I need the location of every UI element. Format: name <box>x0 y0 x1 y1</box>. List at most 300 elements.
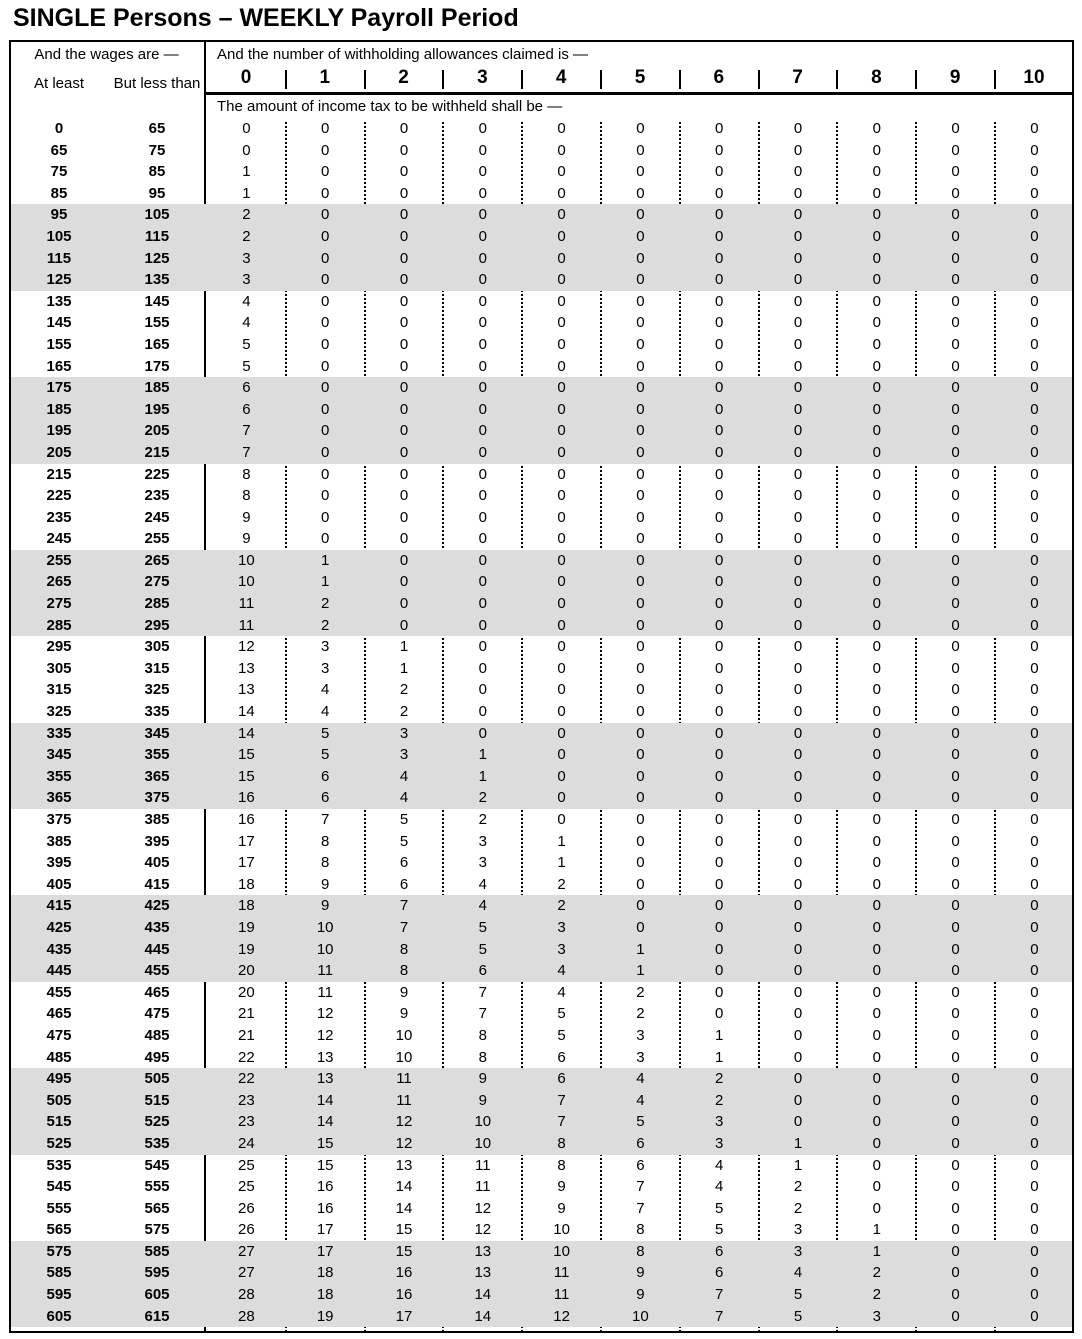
tax-amount-cell: 5 <box>478 940 487 958</box>
wage-at-least: 125 <box>46 271 72 289</box>
tax-amount-cell: 8 <box>557 1134 566 1152</box>
wage-at-least: 385 <box>46 832 72 850</box>
tax-amount-cell: 4 <box>478 897 487 915</box>
tax-amount-cell: 12 <box>238 638 255 656</box>
tax-amount-cell: 6 <box>715 1264 724 1282</box>
tax-amount-cell: 5 <box>793 1286 803 1304</box>
tax-amount-cell: 0 <box>478 292 487 310</box>
wage-at-least: 275 <box>46 595 72 613</box>
tax-amount-cell: 0 <box>636 638 645 656</box>
tax-amount-cell: 0 <box>242 141 251 159</box>
tax-amount-cell: 0 <box>715 681 724 699</box>
tax-amount-cell: 11 <box>475 1178 491 1196</box>
tax-amount-cell: 5 <box>478 918 487 936</box>
tax-amount-cell: 0 <box>951 206 960 224</box>
tax-amount-cell: 0 <box>636 227 645 245</box>
tax-amount-cell: 5 <box>715 1199 724 1217</box>
tax-amount-cell: 0 <box>872 746 881 764</box>
tax-amount-cell: 4 <box>242 314 251 332</box>
tax-amount-cell: 0 <box>951 595 960 613</box>
wage-at-least: 0 <box>54 120 64 137</box>
tax-amount-cell: 0 <box>636 595 645 613</box>
tax-amount-cell: 0 <box>1030 789 1039 807</box>
tax-amount-cell: 0 <box>793 422 803 440</box>
tax-amount-cell: 0 <box>951 1178 960 1196</box>
tax-amount-cell: 0 <box>636 918 645 936</box>
tax-amount-cell: 0 <box>872 1070 881 1088</box>
tax-amount-cell: 0 <box>715 573 724 591</box>
tax-amount-cell: 0 <box>399 508 409 526</box>
tax-amount-cell: 0 <box>715 530 724 548</box>
tax-amount-cell: 0 <box>715 832 724 850</box>
tax-amount-cell: 1 <box>636 940 645 958</box>
tax-amount-cell: 5 <box>793 1307 803 1325</box>
wage-but-less-than: 245 <box>144 508 170 526</box>
tax-amount-cell: 0 <box>1030 1178 1039 1196</box>
table-row <box>11 507 1072 529</box>
tax-amount-cell: 0 <box>715 120 724 137</box>
table-row <box>11 183 1072 205</box>
wage-but-less-than: 455 <box>144 962 170 980</box>
tax-amount-cell: 2 <box>399 681 409 699</box>
tax-amount-cell: 4 <box>636 1070 645 1088</box>
tax-amount-cell: 6 <box>636 1156 645 1174</box>
tax-amount-cell: 1 <box>557 854 566 872</box>
tax-amount-cell: 0 <box>715 141 724 159</box>
tax-amount-cell: 0 <box>715 227 724 245</box>
tax-amount-cell: 0 <box>951 163 960 181</box>
tax-amount-cell: 0 <box>1030 400 1039 418</box>
tax-amount-cell: 0 <box>321 163 330 181</box>
tax-amount-cell: 0 <box>951 767 960 785</box>
tax-amount-cell: 0 <box>478 638 487 656</box>
tax-amount-cell: 0 <box>793 1048 803 1066</box>
tax-amount-cell: 0 <box>1030 746 1039 764</box>
tax-amount-cell: 9 <box>321 897 330 915</box>
column-separator <box>285 70 287 89</box>
tax-amount-cell: 0 <box>399 314 409 332</box>
tax-amount-cell: 0 <box>951 962 960 980</box>
tax-amount-cell: 0 <box>951 659 960 677</box>
tax-amount-cell: 14 <box>238 724 255 742</box>
tax-amount-cell: 0 <box>715 163 724 181</box>
tax-amount-cell: 0 <box>478 508 487 526</box>
wage-but-less-than: 605 <box>144 1286 170 1304</box>
tax-amount-cell: 6 <box>636 1134 645 1152</box>
table-row <box>11 356 1072 378</box>
table-row <box>11 1241 1072 1263</box>
tax-amount-cell: 10 <box>395 1026 413 1044</box>
tax-amount-cell: 1 <box>242 163 251 181</box>
tax-amount-cell: 6 <box>242 400 251 418</box>
tax-amount-cell: 0 <box>872 357 881 375</box>
tax-amount-cell: 0 <box>399 206 409 224</box>
table-row <box>11 874 1072 896</box>
tax-amount-cell: 0 <box>793 767 803 785</box>
tax-amount-cell: 0 <box>636 443 645 461</box>
tax-amount-cell: 0 <box>1030 1156 1039 1174</box>
tax-amount-cell: 8 <box>478 1026 487 1044</box>
table-row <box>11 960 1072 982</box>
tax-amount-cell: 0 <box>715 379 724 397</box>
tax-amount-cell: 18 <box>238 897 255 915</box>
tax-amount-cell: 0 <box>557 271 566 289</box>
wage-at-least: 115 <box>46 249 72 267</box>
tax-amount-cell: 1 <box>715 1026 724 1044</box>
tax-amount-cell: 0 <box>951 616 960 634</box>
tax-amount-cell: 0 <box>951 746 960 764</box>
tax-amount-cell: 27 <box>238 1264 255 1282</box>
column-separator <box>758 70 760 89</box>
tax-amount-cell: 0 <box>951 530 960 548</box>
tax-amount-cell: 0 <box>793 271 803 289</box>
tax-amount-cell: 0 <box>872 659 881 677</box>
table-row <box>11 895 1072 917</box>
tax-amount-cell: 0 <box>872 940 881 958</box>
tax-amount-cell: 0 <box>1030 767 1039 785</box>
tax-amount-cell: 0 <box>321 400 330 418</box>
tax-amount-cell: 1 <box>557 832 566 850</box>
tax-amount-cell: 0 <box>478 400 487 418</box>
tax-amount-cell: 7 <box>557 1113 566 1131</box>
wage-at-least: 555 <box>46 1199 72 1217</box>
tax-amount-cell: 0 <box>478 335 487 353</box>
tax-amount-cell: 3 <box>715 1113 724 1131</box>
table-row <box>11 982 1072 1004</box>
tax-amount-cell: 9 <box>321 875 330 893</box>
tax-amount-cell: 0 <box>399 357 409 375</box>
tax-amount-cell: 2 <box>321 595 330 613</box>
tax-amount-cell: 7 <box>636 1178 645 1196</box>
tax-amount-cell: 0 <box>557 573 566 591</box>
wage-at-least: 195 <box>46 422 72 440</box>
tax-amount-cell: 0 <box>793 595 803 613</box>
tax-amount-cell: 0 <box>478 616 487 634</box>
tax-amount-cell: 6 <box>399 854 409 872</box>
tax-amount-cell: 0 <box>1030 227 1039 245</box>
tax-amount-cell: 7 <box>399 897 409 915</box>
tax-amount-cell: 0 <box>1030 703 1039 721</box>
table-row <box>11 399 1072 421</box>
tax-amount-cell: 0 <box>557 811 566 828</box>
table-row <box>11 571 1072 593</box>
tax-amount-cell: 0 <box>793 1005 803 1023</box>
tax-amount-cell: 0 <box>478 271 487 289</box>
tax-amount-cell: 0 <box>478 551 487 569</box>
tax-amount-cell: 14 <box>474 1307 492 1325</box>
wage-at-least: 595 <box>46 1286 72 1304</box>
wage-at-least: 365 <box>46 789 72 807</box>
wage-at-least: 295 <box>46 638 72 656</box>
tax-amount-cell: 2 <box>242 206 251 224</box>
tax-amount-cell: 0 <box>872 1134 881 1152</box>
tax-amount-cell: 0 <box>1030 832 1039 850</box>
tax-amount-cell: 0 <box>557 422 566 440</box>
tax-amount-cell: 5 <box>557 1026 566 1044</box>
tax-amount-cell: 0 <box>557 227 566 245</box>
tax-amount-cell: 0 <box>793 638 803 656</box>
tax-amount-cell: 0 <box>636 875 645 893</box>
tax-amount-cell: 0 <box>793 400 803 418</box>
tax-amount-cell: 0 <box>1030 918 1039 936</box>
tax-amount-cell: 25 <box>238 1178 255 1196</box>
wage-at-least: 485 <box>46 1048 72 1066</box>
allowance-column-6: 6 <box>713 67 725 88</box>
tax-amount-cell: 10 <box>316 918 334 936</box>
tax-amount-cell: 0 <box>636 335 645 353</box>
tax-amount-cell: 0 <box>636 400 645 418</box>
column-separator <box>994 70 996 89</box>
tax-amount-cell: 0 <box>951 918 960 936</box>
tax-amount-cell: 0 <box>557 163 566 181</box>
wage-but-less-than: 345 <box>144 724 170 742</box>
wage-at-least: 95 <box>50 206 68 224</box>
tax-amount-cell: 3 <box>321 638 330 656</box>
tax-amount-cell: 0 <box>715 443 724 461</box>
tax-amount-cell: 0 <box>557 724 566 742</box>
tax-amount-cell: 0 <box>715 616 724 634</box>
tax-amount-cell: 9 <box>557 1199 566 1217</box>
tax-amount-cell: 16 <box>316 1178 334 1196</box>
tax-amount-cell: 26 <box>238 1221 255 1239</box>
tax-amount-cell: 0 <box>399 271 409 289</box>
tax-amount-cell: 0 <box>951 120 960 137</box>
wage-but-less-than: 145 <box>144 292 170 310</box>
tax-amount-cell: 0 <box>399 249 409 267</box>
tax-amount-cell: 0 <box>557 292 566 310</box>
tax-amount-cell: 2 <box>478 811 487 828</box>
tax-amount-cell: 0 <box>321 508 330 526</box>
tax-amount-cell: 6 <box>399 875 409 893</box>
tax-amount-cell: 4 <box>557 983 566 1001</box>
tax-amount-cell: 27 <box>238 1242 255 1260</box>
tax-amount-cell: 0 <box>321 422 330 440</box>
tax-amount-cell: 0 <box>478 422 487 440</box>
tax-amount-cell: 0 <box>1030 1286 1039 1304</box>
tax-amount-cell: 2 <box>636 1005 645 1023</box>
tax-amount-cell: 0 <box>478 530 487 548</box>
tax-amount-cell: 2 <box>872 1286 881 1304</box>
tax-amount-cell: 0 <box>636 854 645 872</box>
tax-amount-cell: 0 <box>715 703 724 721</box>
tax-amount-cell: 0 <box>1030 120 1039 137</box>
tax-amount-cell: 0 <box>951 875 960 893</box>
tax-amount-cell: 4 <box>242 292 251 310</box>
tax-amount-cell: 14 <box>316 1091 334 1109</box>
tax-amount-cell: 3 <box>872 1307 881 1325</box>
tax-amount-cell: 0 <box>951 422 960 440</box>
tax-amount-cell: 0 <box>715 357 724 375</box>
wage-at-least: 165 <box>46 357 72 375</box>
tax-amount-cell: 0 <box>636 573 645 591</box>
tax-amount-cell: 16 <box>238 811 255 828</box>
tax-amount-cell: 18 <box>316 1286 334 1304</box>
tax-amount-cell: 5 <box>399 832 409 850</box>
tax-amount-cell: 8 <box>321 854 330 872</box>
wage-at-least: 185 <box>46 400 72 418</box>
allowance-column-2: 2 <box>398 67 409 88</box>
tax-amount-cell: 3 <box>636 1048 645 1066</box>
tax-amount-cell: 1 <box>399 638 409 656</box>
tax-amount-cell: 0 <box>872 120 881 137</box>
tax-amount-cell: 0 <box>872 918 881 936</box>
tax-amount-cell: 0 <box>793 508 803 526</box>
tax-amount-cell: 0 <box>793 335 803 353</box>
tax-amount-cell: 0 <box>1030 379 1039 397</box>
tax-amount-cell: 0 <box>242 120 251 137</box>
wage-at-least: 325 <box>46 703 72 721</box>
tax-amount-cell: 4 <box>636 1091 645 1109</box>
tax-amount-cell: 0 <box>872 227 881 245</box>
tax-amount-cell: 0 <box>715 767 724 785</box>
tax-amount-cell: 12 <box>395 1134 413 1152</box>
tax-amount-cell: 9 <box>478 1070 487 1088</box>
tax-amount-cell: 0 <box>793 681 803 699</box>
tax-amount-cell: 0 <box>321 206 330 224</box>
tax-amount-cell: 13 <box>395 1156 413 1174</box>
tax-amount-cell: 0 <box>951 724 960 742</box>
tax-amount-cell: 0 <box>872 724 881 742</box>
tax-amount-cell: 6 <box>557 1048 566 1066</box>
wage-at-least: 155 <box>46 335 72 353</box>
tax-amount-cell: 0 <box>478 227 487 245</box>
tax-amount-cell: 0 <box>951 551 960 569</box>
wage-but-less-than: 215 <box>144 443 170 461</box>
tax-amount-cell: 0 <box>715 811 724 828</box>
tax-amount-cell: 5 <box>636 1113 645 1131</box>
tax-amount-cell: 0 <box>715 335 724 353</box>
tax-amount-cell: 1 <box>242 184 251 202</box>
wage-but-less-than: 175 <box>144 357 170 375</box>
table-row <box>11 1133 1072 1155</box>
tax-amount-cell: 20 <box>238 962 255 980</box>
withholding-table <box>9 40 1073 1333</box>
tax-amount-cell: 15 <box>395 1221 413 1239</box>
tax-amount-cell: 0 <box>951 335 960 353</box>
tax-amount-cell: 0 <box>793 120 803 137</box>
allowance-column-3: 3 <box>477 67 488 88</box>
tax-amount-cell: 0 <box>557 335 566 353</box>
tax-amount-cell: 2 <box>478 789 487 807</box>
table-row <box>11 312 1072 334</box>
tax-amount-cell: 0 <box>636 767 645 785</box>
tax-amount-cell: 0 <box>399 573 409 591</box>
allowance-column-0: 0 <box>240 67 252 88</box>
tax-amount-cell: 0 <box>872 767 881 785</box>
tax-amount-cell: 3 <box>557 940 566 958</box>
tax-amount-cell: 3 <box>478 832 487 850</box>
wage-at-least: 505 <box>46 1091 72 1109</box>
allowance-column-8: 8 <box>871 67 882 88</box>
tax-amount-cell: 0 <box>1030 1026 1039 1044</box>
tax-amount-cell: 0 <box>793 832 803 850</box>
tax-amount-cell: 9 <box>242 530 251 548</box>
wage-at-least: 585 <box>46 1264 72 1282</box>
wage-but-less-than: 75 <box>148 141 166 159</box>
tax-amount-cell: 0 <box>872 141 881 159</box>
wage-at-least: 455 <box>46 983 72 1001</box>
tax-amount-cell: 0 <box>793 659 803 677</box>
tax-amount-cell: 0 <box>478 206 487 224</box>
table-row <box>11 140 1072 162</box>
tax-amount-cell: 0 <box>636 897 645 915</box>
wage-at-least: 475 <box>46 1026 72 1044</box>
tax-amount-cell: 0 <box>793 897 803 915</box>
tax-amount-cell: 0 <box>321 249 330 267</box>
tax-amount-cell: 0 <box>478 184 487 202</box>
tax-amount-cell: 0 <box>872 1048 881 1066</box>
tax-amount-cell: 9 <box>636 1264 645 1282</box>
tax-amount-cell: 12 <box>395 1113 413 1131</box>
tax-amount-cell: 0 <box>951 789 960 807</box>
tax-amount-cell: 0 <box>715 962 724 980</box>
tax-amount-cell: 0 <box>557 616 566 634</box>
tax-amount-cell: 0 <box>951 314 960 332</box>
tax-amount-cell: 0 <box>715 292 724 310</box>
tax-amount-cell: 8 <box>399 940 409 958</box>
tax-amount-cell: 0 <box>872 379 881 397</box>
tax-amount-cell: 0 <box>399 530 409 548</box>
tax-amount-cell: 0 <box>557 465 566 483</box>
tax-amount-cell: 3 <box>321 659 330 677</box>
wage-at-least: 85 <box>50 184 68 202</box>
tax-amount-cell: 0 <box>321 465 330 483</box>
allowance-column-4: 4 <box>555 67 567 88</box>
tax-amount-cell: 0 <box>636 530 645 548</box>
tax-amount-cell: 2 <box>557 897 566 915</box>
table-row <box>11 118 1072 140</box>
wage-but-less-than: 315 <box>144 659 170 677</box>
wage-at-least: 515 <box>46 1113 72 1131</box>
tax-amount-cell: 0 <box>636 703 645 721</box>
tax-amount-cell: 0 <box>557 638 566 656</box>
tax-amount-cell: 0 <box>793 487 803 505</box>
wage-but-less-than: 495 <box>144 1048 170 1066</box>
table-row <box>11 1262 1072 1284</box>
table-row <box>11 204 1072 226</box>
tax-amount-cell: 0 <box>793 1026 803 1044</box>
allowances-header: And the number of withholding allowances claimed is — <box>217 46 589 63</box>
tax-amount-cell: 10 <box>474 1113 492 1131</box>
tax-amount-cell: 0 <box>793 962 803 980</box>
tax-amount-cell: 0 <box>872 962 881 980</box>
tax-amount-cell: 19 <box>238 940 255 958</box>
tax-amount-cell: 0 <box>951 832 960 850</box>
tax-amount-cell: 0 <box>715 551 724 569</box>
wage-but-less-than: 155 <box>144 314 170 332</box>
wage-at-least: 285 <box>46 616 72 634</box>
tax-amount-cell: 0 <box>715 595 724 613</box>
tax-amount-cell: 6 <box>321 789 330 807</box>
tax-amount-cell: 7 <box>478 983 487 1001</box>
tax-amount-cell: 10 <box>553 1242 570 1260</box>
tax-amount-cell: 0 <box>715 659 724 677</box>
tax-amount-cell: 5 <box>715 1221 724 1239</box>
wage-but-less-than: 205 <box>144 422 170 440</box>
column-separator <box>442 70 444 89</box>
tax-amount-cell: 13 <box>316 1048 334 1066</box>
wage-at-least: 225 <box>46 487 72 505</box>
tax-amount-cell: 0 <box>636 249 645 267</box>
tax-amount-cell: 0 <box>321 292 330 310</box>
tax-amount-cell: 0 <box>399 163 409 181</box>
tax-amount-cell: 0 <box>793 292 803 310</box>
table-row <box>11 766 1072 788</box>
tax-amount-cell: 3 <box>399 746 409 764</box>
tax-amount-cell: 0 <box>793 530 803 548</box>
tax-amount-cell: 15 <box>238 767 255 785</box>
tax-amount-cell: 0 <box>1030 962 1039 980</box>
